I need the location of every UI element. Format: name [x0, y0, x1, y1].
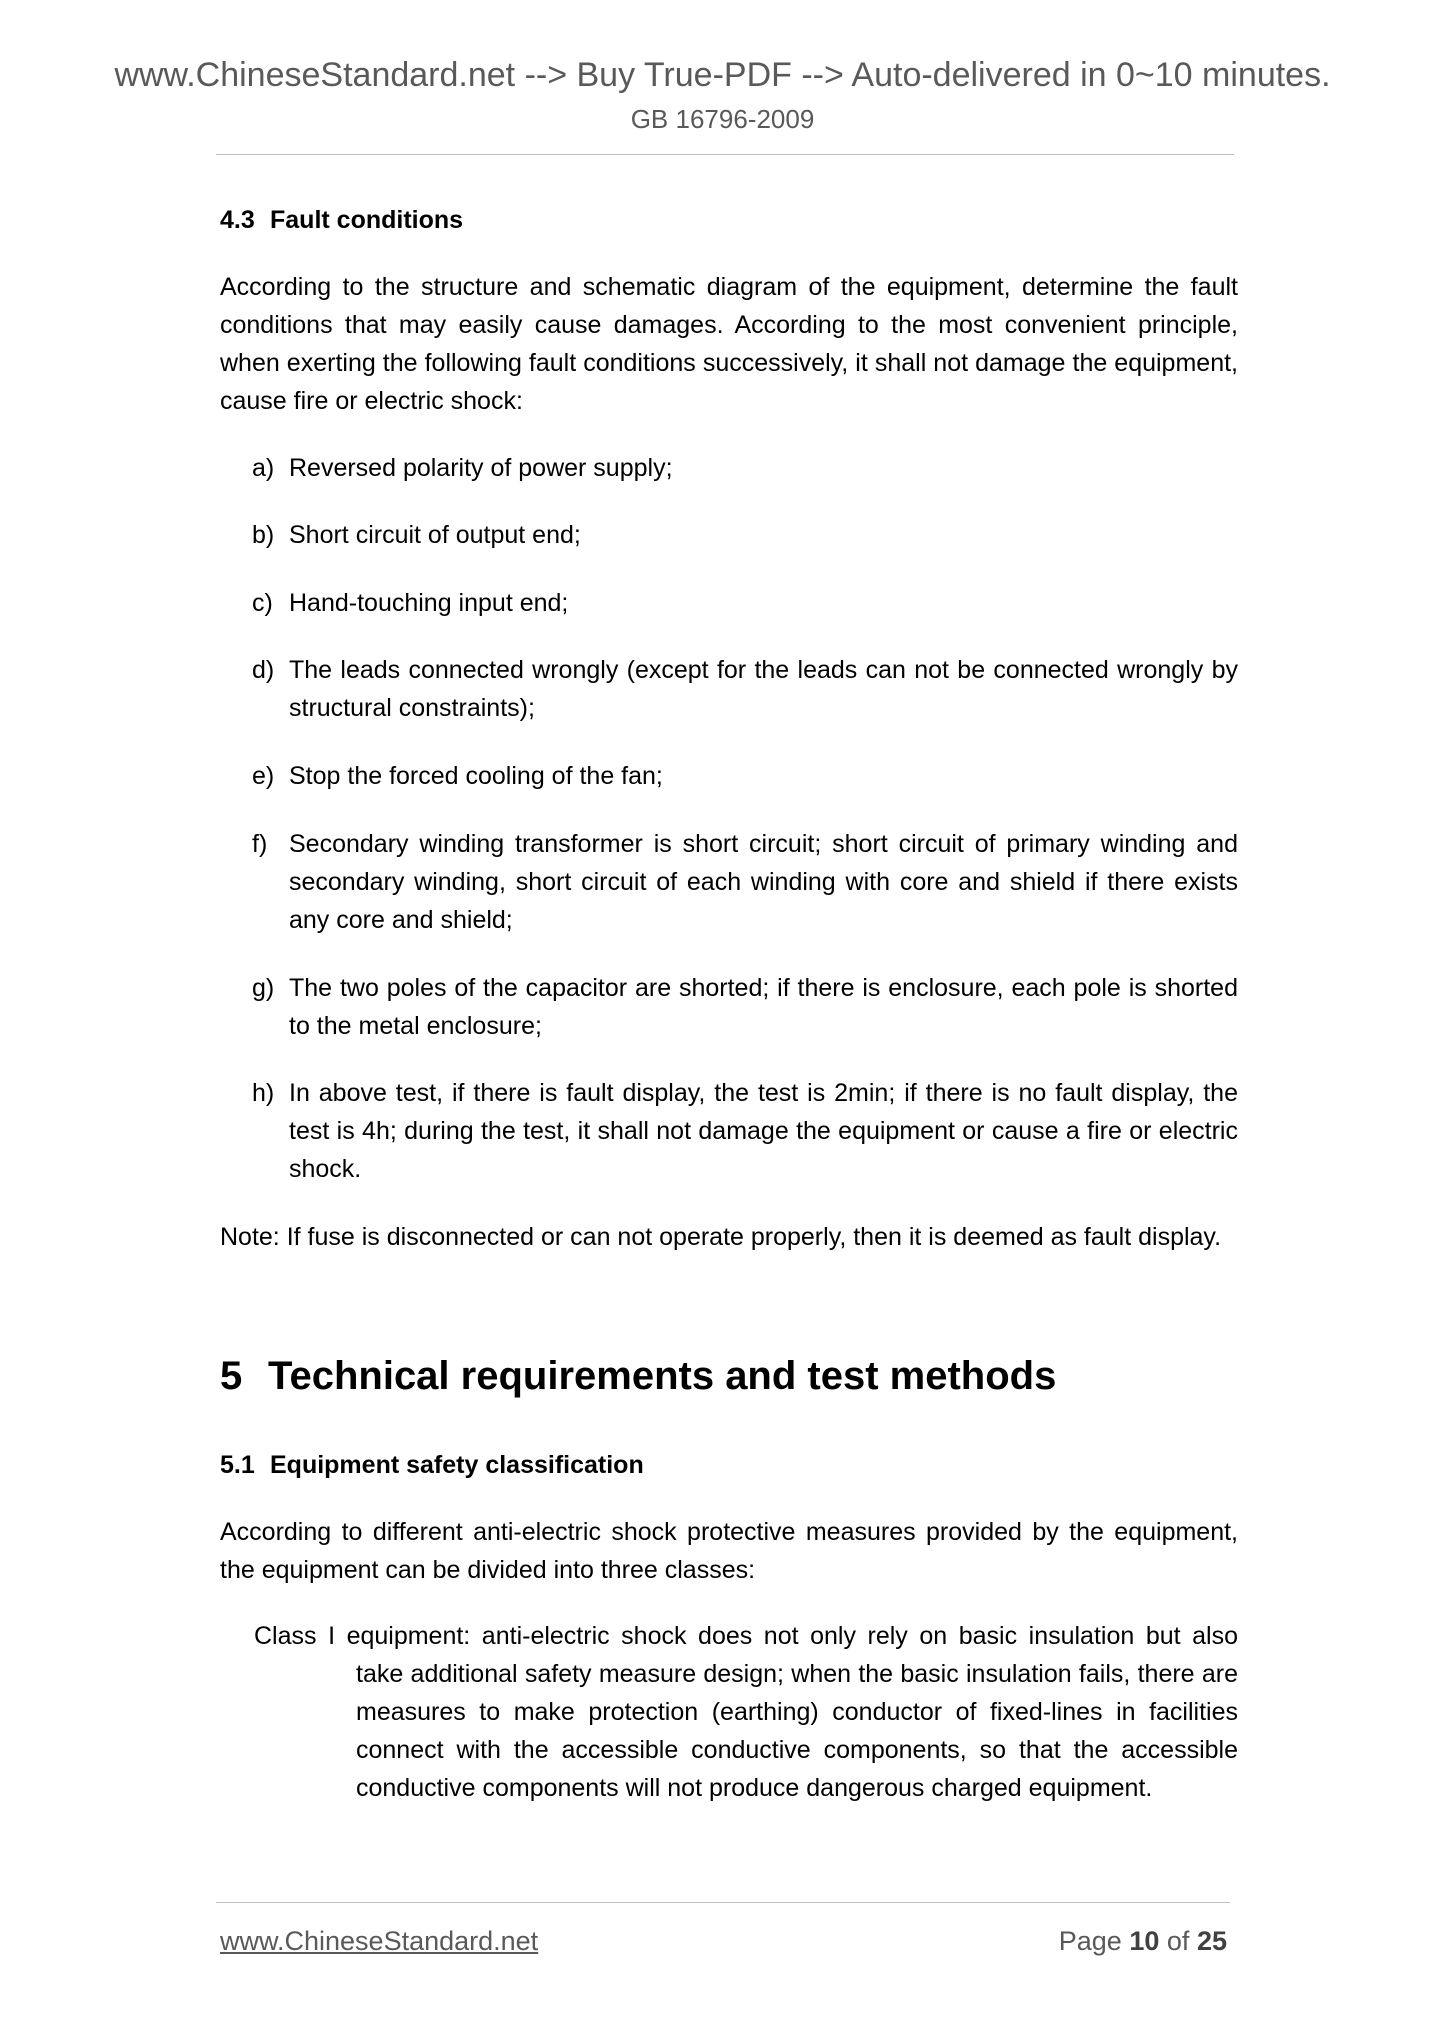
- footer-website-link[interactable]: www.ChineseStandard.net: [220, 1926, 539, 1956]
- chapter-5-heading: [220, 1352, 1056, 1400]
- section-title: Equipment safety classification: [270, 1451, 644, 1479]
- item-label: a): [252, 454, 275, 482]
- section-title: Fault conditions: [270, 206, 464, 234]
- section-5-1-intro: According to different anti-electric shock protective measures provided by the equipment, the equipment can be divided into three classes:: [220, 1518, 1238, 1584]
- section-number: 5.1: [220, 1451, 255, 1479]
- item-label: c): [252, 589, 273, 617]
- item-text: The leads connected wrongly (except for the leads can not be connected wrongly by structural constraints);: [289, 656, 1238, 722]
- item-text: Short circuit of output end;: [289, 521, 581, 549]
- item-label: h): [252, 1079, 275, 1107]
- section-number: 4.3: [220, 206, 255, 234]
- page-of: of: [1166, 1926, 1190, 1956]
- item-text: In above test, if there is fault display, the test is 2min; if there is no fault display, the test is 4h; during the test, it shall not damage the equipment or cause a fire or electric shock.: [289, 1079, 1238, 1183]
- chapter-number: 5: [220, 1354, 243, 1398]
- page-number: 10: [1129, 1926, 1160, 1956]
- chapter-title: Technical requirements and test methods: [268, 1354, 1057, 1398]
- item-text: Stop the forced cooling of the fan;: [289, 762, 663, 790]
- item-label: g): [252, 974, 275, 1002]
- item-text: The two poles of the capacitor are shorted; if there is enclosure, each pole is shorted to the metal enclosure;: [289, 974, 1238, 1040]
- fault-display-note: Note: If fuse is disconnected or can not operate properly, then it is deemed as fault display.: [220, 1223, 1222, 1251]
- page-prefix: Page: [1058, 1926, 1122, 1956]
- item-text: Hand-touching input end;: [289, 589, 569, 617]
- header-divider: [216, 154, 1234, 155]
- page-indicator: [1059, 1925, 1227, 1957]
- section-4-3-intro: According to the structure and schematic diagram of the equipment, determine the fault conditions that may easily cause damages. According to the most convenient principle, when exerting the following fault conditions successively, it shall not damage the equipment, cause fire or electric shock:: [220, 273, 1238, 415]
- footer-divider: [216, 1902, 1230, 1903]
- item-label: b): [252, 521, 275, 549]
- page-total: 25: [1196, 1926, 1227, 1956]
- class-i-first-line: Class I equipment: anti-electric shock does not only rely on basic insulation but also: [254, 1622, 1238, 1650]
- section-5-1-heading: [220, 1450, 644, 1480]
- item-text: Reversed polarity of power supply;: [289, 454, 673, 482]
- class-i-continuation: take additional safety measure design; when the basic insulation fails, there are measures to make protection (earthing) conductor of fixed-lines in facilities connect with the accessible conductive components, so that the accessible conductive components will not produce dangerous charged equipment.: [356, 1660, 1238, 1802]
- item-label: e): [252, 762, 275, 790]
- header-website-banner[interactable]: www.ChineseStandard.net --> Buy True-PDF --> Auto-delivered in 0~10 minutes.: [114, 56, 1331, 94]
- item-label: d): [252, 656, 275, 684]
- section-4-3-heading: [220, 205, 463, 235]
- standard-number: GB 16796-2009: [630, 104, 815, 134]
- class-i-definition: [254, 1617, 1238, 1807]
- item-text: Secondary winding transformer is short circuit; short circuit of primary winding and secondary winding, short circuit of each winding with core and shield if there exists any core and shield;: [289, 830, 1238, 934]
- item-label: f): [252, 830, 268, 858]
